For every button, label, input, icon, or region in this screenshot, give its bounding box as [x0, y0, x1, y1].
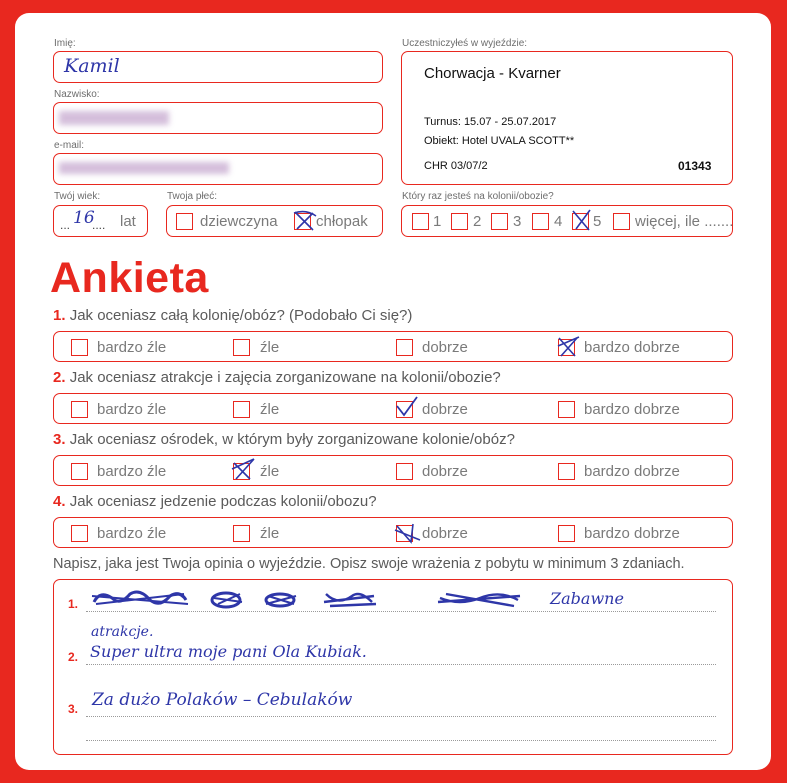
opinion-line-3-text: Za dużo Polaków – Cebulaków	[92, 690, 353, 710]
q1-option-very-bad: bardzo źle	[97, 339, 167, 356]
q1-option-bad: źle	[260, 339, 280, 356]
q2-option-bad: źle	[260, 401, 280, 418]
surname-label: Nazwisko:	[54, 89, 100, 100]
gender-group	[166, 205, 383, 237]
email-field[interactable]	[53, 153, 383, 185]
times-checkbox-5[interactable]	[572, 213, 589, 230]
check-mark-icon	[292, 208, 318, 234]
question-4-text: Jak oceniasz jedzenie podczas kolonii/obozu?	[69, 493, 377, 510]
age-value: 16	[73, 208, 95, 228]
question-1-options	[53, 331, 733, 362]
q3-option-very-good: bardzo dobrze	[584, 463, 680, 480]
times-checkbox-more[interactable]	[613, 213, 630, 230]
q2-option-good: dobrze	[422, 401, 468, 418]
q4-option-very-good: bardzo dobrze	[584, 525, 680, 542]
question-3	[53, 431, 515, 448]
question-4-number: 4.	[53, 493, 66, 510]
age-field[interactable]	[53, 205, 148, 237]
check-mark-icon	[570, 208, 594, 234]
opinion-line-2-rule	[86, 664, 716, 665]
times-option-2: 2	[473, 213, 482, 230]
age-dots-pre: ...	[60, 218, 71, 232]
age-unit: lat	[120, 213, 136, 230]
question-3-text: Jak oceniasz ośrodek, w którym były zorganizowane kolonie/obóz?	[69, 431, 515, 448]
opinion-line-1-number: 1.	[68, 597, 79, 611]
email-redacted	[59, 162, 229, 174]
q3-checkbox-very-bad[interactable]	[71, 463, 88, 480]
check-mark-icon	[393, 520, 423, 546]
q4-checkbox-very-bad[interactable]	[71, 525, 88, 542]
trip-turnus: Turnus: 15.07 - 25.07.2017	[424, 116, 557, 128]
q1-checkbox-very-good[interactable]	[558, 339, 575, 356]
question-1	[53, 307, 412, 324]
name-value: Kamil	[64, 55, 120, 77]
question-2-text: Jak oceniasz atrakcje i zajęcia zorganizowane na kolonii/obozie?	[69, 369, 501, 386]
gender-label: Twoja płeć:	[167, 191, 218, 202]
question-4-options	[53, 517, 733, 548]
q1-option-very-good: bardzo dobrze	[584, 339, 680, 356]
opinion-line-1-extra: atrakcje.	[91, 624, 154, 640]
q4-checkbox-bad[interactable]	[233, 525, 250, 542]
question-1-text: Jak oceniasz całą kolonię/obóz? (Podobało Ci się?)	[69, 307, 413, 324]
opinion-line-3-rule	[86, 716, 716, 717]
name-label: Imię:	[54, 38, 76, 49]
q1-checkbox-bad[interactable]	[233, 339, 250, 356]
times-checkbox-1[interactable]	[412, 213, 429, 230]
check-mark-icon	[394, 394, 420, 420]
q1-option-good: dobrze	[422, 339, 468, 356]
opinion-line-1-text: Zabawne	[550, 589, 624, 608]
times-option-more: więcej, ile .......	[635, 213, 734, 230]
question-3-options	[53, 455, 733, 486]
q2-option-very-bad: bardzo źle	[97, 401, 167, 418]
q3-option-bad: źle	[260, 463, 280, 480]
q2-checkbox-good[interactable]	[396, 401, 413, 418]
times-group	[401, 205, 733, 237]
q3-checkbox-good[interactable]	[396, 463, 413, 480]
question-3-number: 3.	[53, 431, 66, 448]
q2-option-very-good: bardzo dobrze	[584, 401, 680, 418]
q3-checkbox-bad[interactable]	[233, 463, 250, 480]
surname-redacted	[59, 111, 169, 125]
q4-option-good: dobrze	[422, 525, 468, 542]
q2-checkbox-very-bad[interactable]	[71, 401, 88, 418]
trip-code: CHR 03/07/2	[424, 160, 488, 172]
question-4	[53, 493, 377, 510]
check-mark-icon	[555, 334, 581, 360]
check-mark-icon	[230, 457, 258, 483]
times-label: Który raz jesteś na kolonii/obozie?	[402, 191, 554, 202]
trip-info-box	[401, 51, 733, 185]
trip-label: Uczestniczyłeś w wyjeździe:	[402, 38, 528, 49]
times-checkbox-2[interactable]	[451, 213, 468, 230]
survey-title: Ankieta	[50, 254, 209, 302]
times-checkbox-4[interactable]	[532, 213, 549, 230]
name-field[interactable]	[53, 51, 383, 83]
q3-option-good: dobrze	[422, 463, 468, 480]
q1-checkbox-very-bad[interactable]	[71, 339, 88, 356]
q3-option-very-bad: bardzo źle	[97, 463, 167, 480]
question-2	[53, 369, 501, 386]
question-2-number: 2.	[53, 369, 66, 386]
opinion-box[interactable]	[53, 579, 733, 755]
question-1-number: 1.	[53, 307, 66, 324]
trip-number: 01343	[678, 159, 712, 173]
q3-checkbox-very-good[interactable]	[558, 463, 575, 480]
q4-checkbox-very-good[interactable]	[558, 525, 575, 542]
q4-checkbox-good[interactable]	[396, 525, 413, 542]
gender-option-boy: chłopak	[316, 213, 368, 230]
q2-checkbox-very-good[interactable]	[558, 401, 575, 418]
times-option-5: 5	[593, 213, 602, 230]
trip-destination: Chorwacja - Kvarner	[424, 65, 561, 82]
trip-obiekt: Obiekt: Hotel UVALA SCOTT**	[424, 135, 575, 147]
q2-checkbox-bad[interactable]	[233, 401, 250, 418]
age-label: Twój wiek:	[54, 191, 101, 202]
opinion-prompt: Napisz, jaka jest Twoja opinia o wyjeździe. Opisz swoje wrażenia z pobytu w minimum 3 zdaniach.	[53, 556, 685, 572]
gender-checkbox-boy[interactable]	[294, 213, 311, 230]
opinion-line-3-number: 3.	[68, 702, 79, 716]
times-option-4: 4	[554, 213, 563, 230]
times-option-1: 1	[433, 213, 442, 230]
gender-checkbox-girl[interactable]	[176, 213, 193, 230]
age-dots-post: ....	[92, 218, 106, 232]
times-option-3: 3	[513, 213, 522, 230]
q4-option-bad: źle	[260, 525, 280, 542]
q1-checkbox-good[interactable]	[396, 339, 413, 356]
times-checkbox-3[interactable]	[491, 213, 508, 230]
email-label: e-mail:	[54, 140, 85, 151]
opinion-line-4-rule	[86, 740, 716, 741]
question-2-options	[53, 393, 733, 424]
opinion-line-2-text: Super ultra moje pani Ola Kubiak.	[90, 642, 367, 661]
scribble-crossout-icon	[90, 584, 530, 614]
opinion-line-2-number: 2.	[68, 650, 79, 664]
surname-field[interactable]	[53, 102, 383, 134]
q4-option-very-bad: bardzo źle	[97, 525, 167, 542]
gender-option-girl: dziewczyna	[200, 213, 278, 230]
